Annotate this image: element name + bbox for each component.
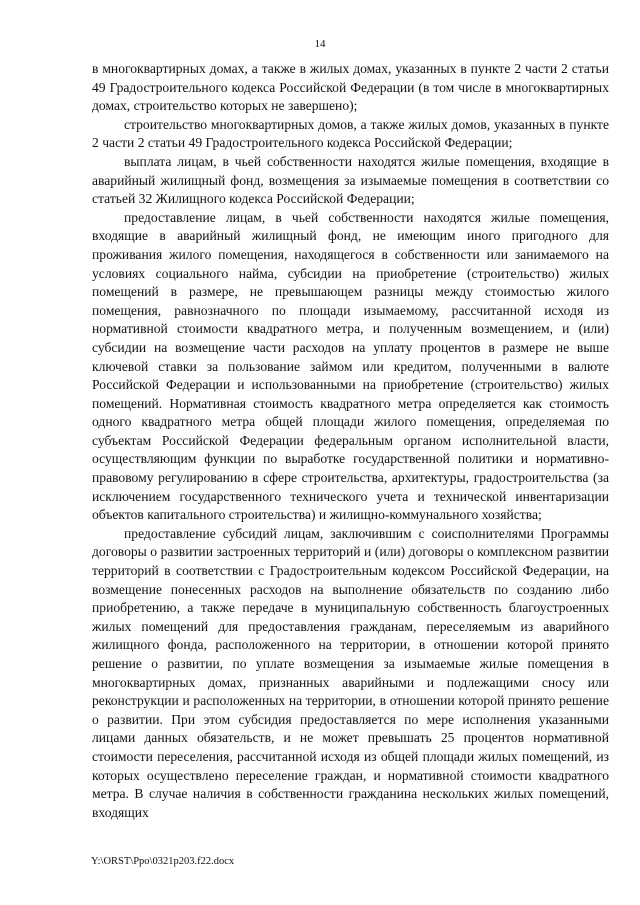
paragraph-subsidy-owners: предоставление лицам, в чьей собственности находятся жилые помещения, входящие в аварийный жилищный фонд, не имеющим иного пригодного для проживания жилого помещения, находящегося в собственности или занимаемого на условиях социального найма, субсидии на приобретение (строительство) жилых помещений в размере, не превышающем разницы между стоимостью жилого помещения, равнозначного по площади изымаемому, рассчитанной исходя из нормативной стоимости квадратного метра, и полученным возмещением, и (или) субсидии на возмещение части расходов на уплату процентов в размере не выше ключевой ставки за пользование займом или кредитом, полученными в валюте Российской Федерации и использованными на приобретение (строительство) жилых помещений. Нормативная стоимость квадратного метра определяется как стоимость одного квадратного метра общей площади жилого помещения, определяемая по субъектам Российской Федерации федеральным органом исполнительной власти, осуществляющим функции по выработке государственной политики и нормативно-правовому регулированию в сфере строительства, архитектуры, градостроительства (за исключением государственного технического учета и технической инвентаризации объектов капитального строительства) и жилищно-коммунального хозяйства;	[92, 209, 609, 523]
file-path-footer: Y:\ORST\Ppo\0321p203.f22.docx	[91, 856, 235, 867]
paragraph-compensation: выплата лицам, в чьей собственности находятся жилые помещения, входящие в аварийный жилищный фонд, возмещения за изымаемые помещения в соответствии со статьей 32 Жилищного кодекса Российской Федерации;	[92, 153, 609, 207]
paragraph-continuation: в многоквартирных домах, а также в жилых домах, указанных в пункте 2 части 2 статьи 49 Градостроительного кодекса Российской Федерации (в том числе в многоквартирных домах, строительство которых не завершено);	[92, 61, 609, 114]
document-body	[92, 60, 609, 822]
paragraph-subsidy-developers: предоставление субсидий лицам, заключившим с соисполнителями Программы договоры о развитии застроенных территорий и (или) договоры о комплексном развитии территорий в соответствии с Градостроительным кодексом Российской Федерации, на возмещение понесенных расходов на выполнение обязательств по созданию либо приобретению, а также передаче в муниципальную собственность благоустроенных жилых помещений для предоставления гражданам, переселяемым из аварийного жилищного фонда, расположенного на территории, в отношении которой принято решение о развитии, по уплате возмещения за изымаемые жилые помещения в многоквартирных домах, признанных аварийными и подлежащими сносу или реконструкции и расположенных на территории, в отношении которой принято решение о развитии. При этом субсидия предоставляется по мере исполнения указанными лицами данных обязательств, и не может превышать 25 процентов нормативной стоимости переселения, рассчитанной исходя из общей площади жилых помещений, из которых осуществлено переселение граждан, и нормативной стоимости квадратного метра. В случае наличия в собственности гражданина нескольких жилых помещений, входящих	[92, 525, 609, 820]
page-number: 14	[314, 38, 326, 50]
paragraph-construction: строительство многоквартирных домов, а также жилых домов, указанных в пункте 2 части 2 статьи 49 Градостроительного кодекса Российской Федерации;	[92, 116, 609, 151]
